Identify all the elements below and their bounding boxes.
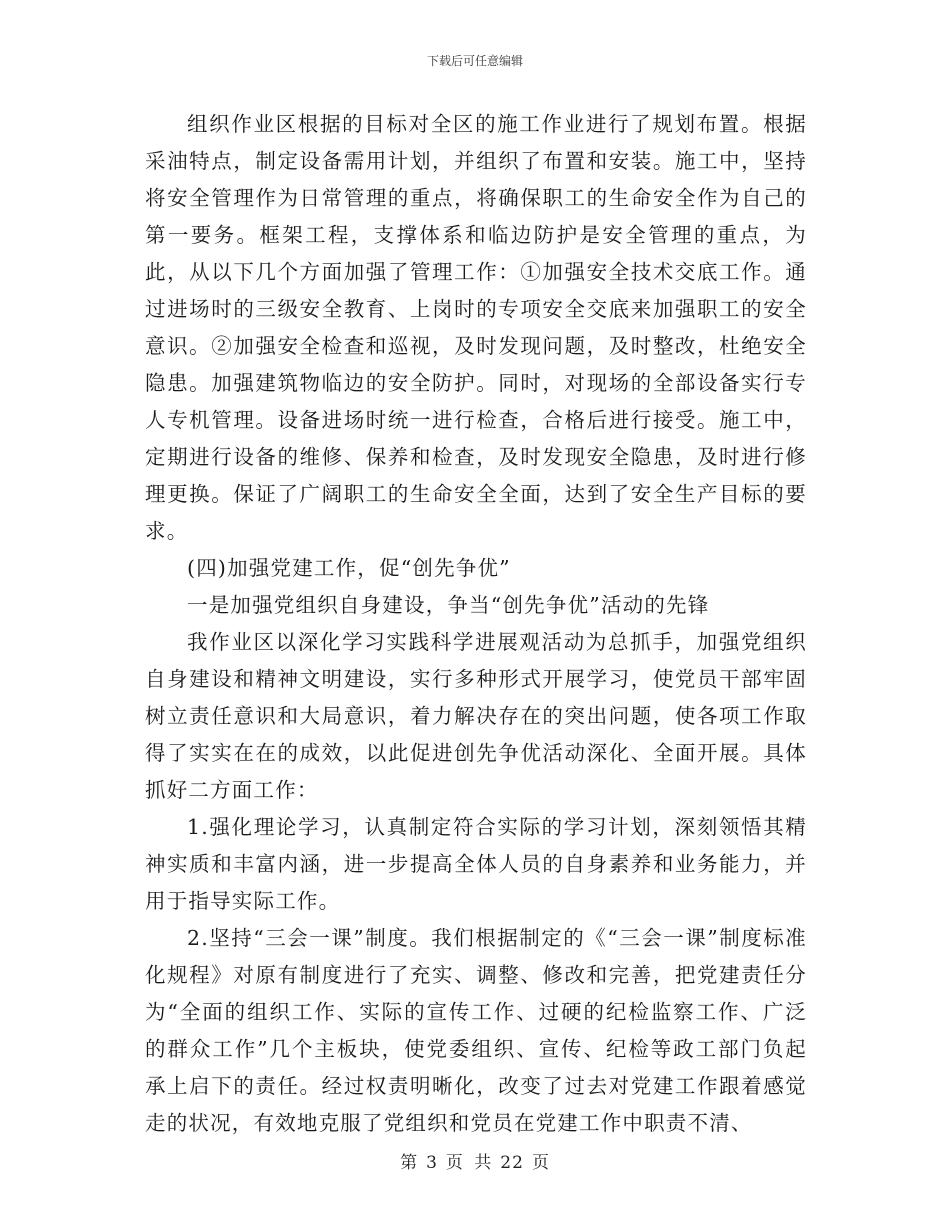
footer-suffix: 页 — [531, 1153, 550, 1173]
subheading-party-organization: 一是加强党组织自身建设，争当“创先争优”活动的先锋 — [187, 593, 710, 617]
page-footer — [0, 1148, 950, 1173]
footer-mid: 页 共 — [445, 1153, 493, 1173]
list-item-three-meetings: 2.坚持“三会一课”制度。我们根据制定的《“三会一课”制度标准化规程》对原有制度进行了充实、调整、修改和完善，把党建责任分为“全面的组织工作、实际的宣传工作、过硬的纪检监察工作、广泛的群众工作”几个主板块，使党委组织、宣传、纪检等政工部门负起承上启下的责任。经过权责明晰化，改变了过去对党建工作跟着感觉走的状况，有效地克服了党组织和党员在党建工作中职责不清、 — [145, 926, 807, 1135]
page-number: 3 — [426, 1153, 438, 1173]
section-heading-party-building: (四)加强党建工作，促“创先争优” — [187, 556, 511, 580]
paragraph-safety-management: 组织作业区根据的目标对全区的施工作业进行了规划布置。根据采油特点，制定设备需用计划，并组织了布置和安装。施工中，坚持将安全管理作为日常管理的重点，将确保职工的生命安全作为自己的第一要务。框架工程，支撑体系和临边防护是安全管理的重点，为此，从以下几个方面加强了管理工作：①加强安全技术交底工作。通过进场时的三级安全教育、上岗时的专项安全交底来加强职工的安全意识。②加强安全检查和巡视，及时发现问题，及时整改，杜绝安全隐患。加强建筑物临边的安全防护。同时，对现场的全部设备实行专人专机管理。设备进场时统一进行检查，合格后进行接受。施工中，定期进行设备的维修、保养和检查，及时发现安全隐患，及时进行修理更换。保证了广阔职工的生命安全全面，达到了安全生产目标的要求。 — [145, 112, 807, 543]
total-pages: 22 — [500, 1153, 524, 1173]
list-item-theory-study: 1.强化理论学习，认真制定符合实际的学习计划，深刻领悟其精神实质和丰富内涵，进一步提高全体人员的自身素养和业务能力，并用于指导实际工作。 — [145, 815, 807, 913]
document-body — [145, 106, 807, 1142]
paragraph-party-construction: 我作业区以深化学习实践科学进展观活动为总抓手，加强党组织自身建设和精神文明建设，实行多种形式开展学习，使党员干部牢固树立责任意识和大局意识，着力解决存在的突出问题，使各项工作取得了实实在在的成效，以此促进创先争优活动深化、全面开展。具体抓好二方面工作： — [145, 630, 807, 802]
header-note: 下载后可任意编辑 — [426, 54, 523, 68]
footer-prefix: 第 — [400, 1153, 419, 1173]
